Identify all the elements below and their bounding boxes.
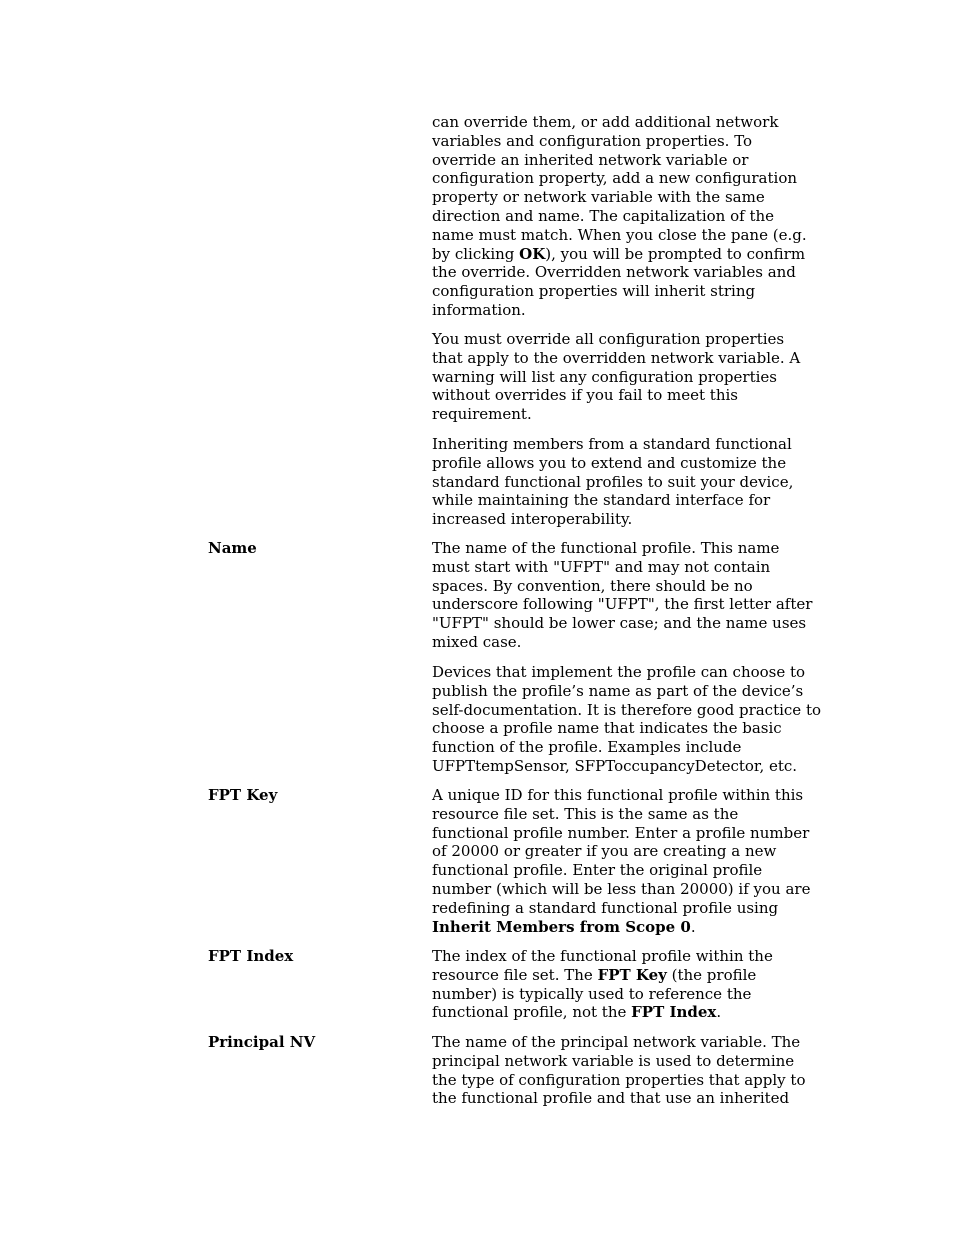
text-line: underscore following "UFPT", the first letter after — [432, 595, 813, 614]
text-line: The index of the functional profile within the — [432, 947, 773, 965]
text-run: ), you will be prompted to confirm — [545, 244, 806, 263]
term-principal-nv: Principal NV — [208, 1033, 316, 1051]
text-line: mixed case. — [432, 632, 522, 651]
text-line: redefining a standard functional profile using — [432, 898, 779, 917]
text-line: variables and configuration properties. To — [432, 131, 753, 150]
text-line: must start with "UFPT" and may not contain — [432, 557, 771, 576]
text-line: principal network variable is used to determine — [432, 1051, 795, 1070]
text-line: the override. Overridden network variables and — [432, 263, 796, 282]
text-line: self-documentation. It is therefore good practice to — [432, 700, 822, 719]
text-line: without overrides if you fail to meet this — [432, 386, 738, 405]
fpt-index-paragraph — [432, 947, 804, 1022]
term-name: Name — [208, 539, 257, 557]
text-line: while maintaining the standard interface for — [432, 491, 771, 510]
text-line — [432, 966, 804, 985]
text-line: publish the profile’s name as part of the device’s — [432, 681, 804, 700]
text-line — [432, 918, 804, 937]
text-line: of 20000 or greater if you are creating a new — [432, 842, 777, 861]
text-line: Devices that implement the profile can choose to — [432, 663, 806, 681]
text-line: A unique ID for this functional profile within this — [432, 786, 804, 804]
text-line: number) is typically used to reference the — [432, 984, 752, 1003]
text-line: configuration property, add a new configuration — [432, 169, 798, 188]
text-line: The name of the functional profile. This name — [432, 539, 780, 557]
text-line: the type of configuration properties that apply to — [432, 1070, 806, 1089]
text-line: The name of the principal network variable. The — [432, 1033, 801, 1051]
intro-paragraph-3 — [432, 435, 804, 529]
text-line: increased interoperability. — [432, 510, 633, 529]
text-line — [432, 1003, 804, 1022]
text-run: functional profile, not the — [432, 1003, 632, 1022]
text-line: name must match. When you close the pane (e.g. — [432, 225, 807, 244]
text-line: function of the profile. Examples include — [432, 738, 742, 757]
ok-keyword: OK — [519, 244, 546, 263]
text-line: choose a profile name that indicates the basic — [432, 719, 782, 738]
text-line: property or network variable with the same — [432, 188, 765, 207]
text-line: requirement. — [432, 405, 532, 424]
text-line: profile allows you to extend and customize the — [432, 453, 787, 472]
text-line: Inheriting members from a standard functional — [432, 435, 792, 453]
name-paragraph-1 — [432, 539, 813, 652]
text-line: direction and name. The capitalization of the — [432, 206, 775, 225]
text-line: override an inherited network variable or — [432, 150, 749, 169]
name-paragraph-2 — [432, 663, 822, 776]
text-run: resource file set. The — [432, 965, 598, 984]
text-line: standard functional profiles to suit your device, — [432, 472, 794, 491]
text-run: by clicking — [432, 244, 520, 263]
text-run: (the profile — [666, 965, 757, 984]
text-line: You must override all configuration properties — [432, 330, 785, 348]
intro-paragraph-1 — [432, 113, 807, 320]
text-line — [432, 245, 804, 264]
fpt-key-keyword: FPT Key — [597, 965, 667, 984]
term-fpt-index: FPT Index — [208, 947, 294, 965]
text-line: "UFPT" should be lower case; and the name uses — [432, 614, 807, 633]
text-line: number (which will be less than 20000) if you are — [432, 879, 811, 898]
text-line: configuration properties will inherit string — [432, 282, 756, 301]
text-line: the functional profile and that use an inherited — [432, 1089, 790, 1108]
text-line: can override them, or add additional network — [432, 113, 779, 131]
text-line: UFPTtempSensor, SFPToccupancyDetector, etc. — [432, 756, 798, 775]
text-line: functional profile number. Enter a profile number — [432, 823, 810, 842]
text-line: spaces. By convention, there should be no — [432, 576, 753, 595]
text-line: functional profile. Enter the original profile — [432, 861, 763, 880]
term-fpt-key: FPT Key — [208, 786, 278, 804]
fpt-key-paragraph — [432, 786, 811, 936]
text-run: . — [716, 1003, 722, 1022]
intro-paragraph-2 — [432, 330, 804, 424]
text-line: resource file set. This is the same as the — [432, 804, 739, 823]
text-line: warning will list any configuration properties — [432, 367, 777, 386]
principal-nv-paragraph — [432, 1033, 804, 1108]
fpt-index-keyword: FPT Index — [631, 1003, 717, 1022]
text-line: information. — [432, 300, 526, 319]
inherit-members-keyword: Inherit Members from Scope 0 — [432, 917, 691, 936]
text-line: that apply to the overridden network variable. A — [432, 348, 801, 367]
text-run: . — [690, 917, 696, 936]
